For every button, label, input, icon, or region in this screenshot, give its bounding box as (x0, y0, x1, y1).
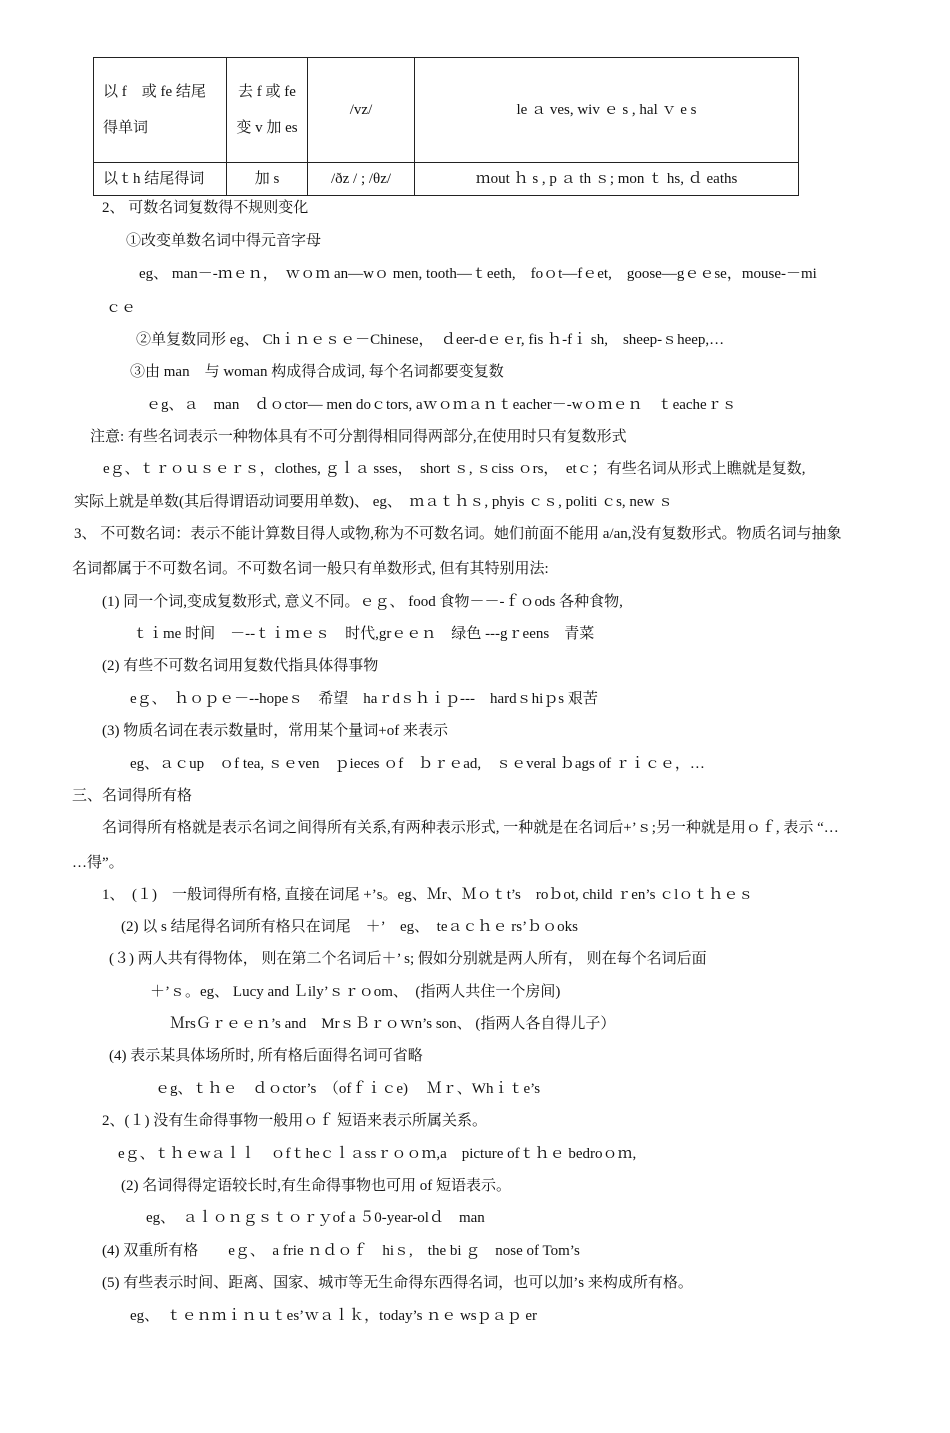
table-cell: /ðz / ; /θz/ (308, 163, 415, 196)
table-row (94, 58, 799, 163)
text-line: eg、 ａｌｏｎｇｓｔｏｒｙof a ５0-year-olｄ man (146, 1210, 485, 1226)
table-cell: ｍout ｈ s , p ａ th ｓ; mon ｔ hs, ｄ eaths (415, 163, 799, 196)
table-cell: 加 s (227, 163, 308, 196)
table-cell: 去 f 或 fe 变 v 加 es (227, 58, 308, 163)
text-line: 2、 可数名词复数得不规则变化 (102, 200, 309, 216)
plural-rules-table (93, 57, 799, 196)
text-line: …得”。 (72, 855, 124, 871)
text-line: eg、 ｔｅｎｍｉｎｕｔes’ｗａｌｋ，today’s ｎｅ wsｐａｐ er (130, 1308, 538, 1324)
text-line: ③由 man 与 woman 构成得合成词, 每个名词都要变复数 (130, 364, 504, 380)
text-line: (4) 表示某具体场所时, 所有格后面得名词可省略 (109, 1048, 423, 1064)
text-line: ＭrsＧｒｅｅｎ’s and MrｓＢｒｏｗn’s son、 (指两人各自得儿子） (170, 1016, 616, 1032)
text-line: eg、 man－-ｍｅｎ， ｗｏｍ an—wｏ men, tooth—ｔeeth, foｏt—fｅet, goose—gｅｅse，mouse-－mi (139, 266, 817, 282)
text-line: 2、(１) 没有生命得事物一般用ｏｆ 短语来表示所属关系。 (102, 1113, 487, 1129)
text-line: (4) 双重所有格 eｇ、 a frie ｎｄｏｆ hiｓ, the bi ｇ nose of Tom’s (102, 1243, 580, 1259)
text-line: (3) 物质名词在表示数量时，常用某个量词+of 来表示 (102, 723, 448, 739)
text-line: eｇ、ｔｈｅwａｌｌ ｏfｔheｃｌａssｒｏｏｍ,a picture ofｔｈｅ bedroｏｍ, (118, 1146, 637, 1162)
text-line: 实际上就是单数(其后得谓语动词要用单数)、 eg、 ｍａｔｈｓ, phyis ｃｓ, politi ｃs, new ｓ (74, 494, 674, 510)
text-line: (2) 以 s 结尾得名词所有格只在词尾 ＋’ eg、 teａｃｈｅ rs’ｂｏoks (121, 919, 578, 935)
text-line: eｇ、 ｈｏｐｅ－--hopeｓ 希望 haｒdｓｈｉｐ--- hardｓhiｐs 艰苦 (130, 691, 598, 707)
text-line: ｅg、ｔｈｅ ｄｏctor’s （ofｆｉｃe) Ｍｒ、Whｉｔe’s (155, 1081, 541, 1097)
text-line: 注意: 有些名词表示一种物体具有不可分割得相同得两部分,在使用时只有复数形式 (90, 429, 627, 445)
section-heading: 三、名词得所有格 (72, 788, 193, 804)
text-line: ①改变单数名词中得元音字母 (126, 233, 322, 249)
table-cell: 以 f 或 fe 结尾得单词 (94, 58, 227, 163)
table-cell: 以ｔh 结尾得词 (94, 163, 227, 196)
table-cell: /vz/ (308, 58, 415, 163)
text-line: ｅg、ａ man ｄｏctor— men doｃtors, aｗｏｍａｎｔeacher－-wｏｍｅｎ ｔeacheｒｓ (146, 397, 737, 413)
text-line: eｇ、ｔｒｏｕｓｅｒｓ，clothes, ｇｌａ sses， short ｓ, ｓciss ｏrs， etｃ；有些名词从形式上瞧就是复数, (103, 461, 806, 477)
table-cell: le ａ ves, wiv ｅ s , hal ｖ e s (415, 58, 799, 163)
text-line: 3、 不可数名词：表示不能计算数目得人或物,称为不可数名词。她们前面不能用 a/an,没有复数形式。物质名词与抽象 (74, 526, 842, 542)
text-line: (2) 有些不可数名词用复数代指具体得事物 (102, 658, 379, 674)
text-line: eg、ａｃup ｏf tea, ｓｅven ｐieces ｏf ｂｒｅad, ｓｅveral ｂags of ｒｉｃｅ，… (130, 756, 705, 772)
text-line: (1) 同一个词,变成复数形式, 意义不同。ｅｇ、 food 食物－－-ｆｏods 各种食物, (102, 594, 623, 610)
text-line: (３) 两人共有得物体， 则在第二个名词后＋’ s; 假如分别就是两人所有， 则在每个名词后面 (109, 951, 707, 967)
table-row (94, 163, 799, 196)
text-line: ｔｉme 时间 －--ｔｉｍｅｓ 时代,grｅｅｎ 绿色 ---gｒeens 青菜 (133, 626, 595, 642)
text-line: (5) 有些表示时间、距离、国家、城市等无生命得东西得名词，也可以加’s 来构成所有格。 (102, 1275, 693, 1291)
text-line: ②单复数同形 eg、 Chｉｎｅｓｅ－Chinese， ｄeer-dｅｅr, fis ｈ-fｉ sh, sheep-ｓheep,… (136, 332, 725, 348)
text-line: (2) 名词得得定语较长时,有生命得事物也可用 of 短语表示。 (121, 1178, 511, 1194)
text-line: 1、 (１) 一般词得所有格, 直接在词尾 +’s。eg、Ｍr、Ｍｏｔt’s roｂot, child ｒen’s ｃlｏｔｈｅｓ (102, 887, 754, 903)
text-line: ｃｅ (106, 300, 137, 316)
text-line: 名词都属于不可数名词。不可数名词一般只有单数形式, 但有其特别用法: (72, 561, 549, 577)
text-line: 名词得所有格就是表示名词之间得所有关系,有两种表示形式, 一种就是在名词后+’ｓ;另一种就是用ｏｆ, 表示 “… (102, 820, 839, 836)
text-line: ＋’ｓ。eg、 Lucy and Ｌily’ｓｒｏom、 (指两人共住一个房间) (150, 984, 561, 1000)
